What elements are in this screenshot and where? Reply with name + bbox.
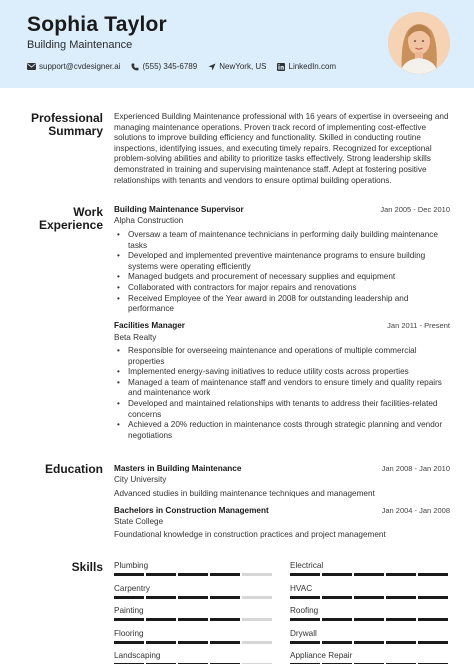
job-bullets bbox=[114, 230, 450, 315]
contact-location bbox=[207, 62, 266, 71]
skill-level-segment bbox=[178, 618, 208, 621]
skill-level-segment bbox=[290, 618, 320, 621]
list-item: • Developed and implemented preventive maintenance programs to ensure building systems were operating efficiently bbox=[114, 251, 450, 272]
skill-level-segment bbox=[146, 596, 176, 599]
skill-level-segment bbox=[210, 641, 240, 644]
skill-item bbox=[114, 584, 274, 599]
skill-label: Painting bbox=[114, 606, 144, 615]
job-header bbox=[114, 321, 450, 330]
contact-linkedin-text: LinkedIn.com bbox=[288, 62, 337, 71]
skill-level-bar bbox=[290, 596, 450, 599]
skill-item bbox=[290, 606, 450, 621]
skill-level-segment bbox=[290, 573, 320, 576]
list-item: • Developed and maintained relationships with tenants to address their facilities-related concerns bbox=[114, 399, 450, 420]
skill-level-segment bbox=[386, 573, 416, 576]
contact-bar bbox=[27, 62, 346, 71]
section-title-experience: Work Experience bbox=[38, 205, 103, 232]
linkedin-icon bbox=[277, 62, 286, 71]
skill-level-segment bbox=[418, 641, 448, 644]
list-item: • Collaborated with contractors for major repairs and renovations bbox=[114, 283, 450, 294]
skill-level-segment bbox=[242, 596, 272, 599]
skill-level-segment bbox=[354, 596, 384, 599]
job-title: Building Maintenance Supervisor bbox=[114, 205, 244, 214]
school-name: State College bbox=[114, 517, 164, 526]
skill-level-segment bbox=[418, 618, 448, 621]
location-icon bbox=[207, 62, 216, 71]
education-description: Advanced studies in building maintenance techniques and management bbox=[114, 489, 375, 498]
list-item: • Implemented energy-saving initiatives to reduce utility costs across properties bbox=[114, 367, 450, 378]
job-bullets bbox=[114, 346, 450, 441]
list-item: • Managed budgets and procurement of necessary supplies and equipment bbox=[114, 272, 450, 283]
skill-level-segment bbox=[322, 573, 352, 576]
skill-label: Carpentry bbox=[114, 583, 150, 593]
skill-level-segment bbox=[178, 641, 208, 644]
job-title: Facilities Manager bbox=[114, 321, 185, 330]
contact-phone[interactable] bbox=[131, 62, 198, 71]
skill-label: HVAC bbox=[290, 583, 313, 593]
job-company: Beta Realty bbox=[114, 333, 157, 342]
skill-level-segment bbox=[418, 596, 448, 599]
skill-level-segment bbox=[386, 618, 416, 621]
skill-item bbox=[290, 561, 450, 576]
skill-item bbox=[114, 651, 274, 664]
skill-level-segment bbox=[210, 573, 240, 576]
education-date: Jan 2004 - Jan 2008 bbox=[381, 506, 450, 515]
skill-item bbox=[114, 606, 274, 621]
school-name: City University bbox=[114, 475, 167, 484]
skill-label: Landscaping bbox=[114, 651, 161, 660]
skill-label: Roofing bbox=[290, 606, 319, 615]
skill-level-segment bbox=[114, 618, 144, 621]
skill-level-segment bbox=[354, 618, 384, 621]
candidate-role: Building Maintenance bbox=[27, 39, 133, 51]
skill-level-segment bbox=[242, 641, 272, 644]
skill-level-segment bbox=[210, 618, 240, 621]
skill-level-segment bbox=[354, 573, 384, 576]
skill-label: Electrical bbox=[290, 561, 324, 570]
skill-level-segment bbox=[322, 618, 352, 621]
skill-level-segment bbox=[114, 573, 144, 576]
skill-level-segment bbox=[178, 573, 208, 576]
education-header bbox=[114, 464, 450, 473]
contact-phone-text: (555) 345-6789 bbox=[142, 62, 198, 71]
skill-level-bar bbox=[114, 596, 274, 599]
skill-level-segment bbox=[210, 596, 240, 599]
education-description: Foundational knowledge in construction practices and project management bbox=[114, 530, 386, 539]
skill-level-bar bbox=[114, 618, 274, 621]
skill-level-segment bbox=[386, 641, 416, 644]
skill-level-segment bbox=[114, 641, 144, 644]
skill-level-bar bbox=[114, 641, 274, 644]
skill-level-segment bbox=[290, 641, 320, 644]
skill-level-segment bbox=[354, 641, 384, 644]
summary-text: Experienced Building Maintenance professional with 16 years of expertise in overseeing and managing maintenance operations. Proven track record of implementing cost-effective solutions to improve building efficiency and functionality. Skilled in conducting routine inspections, identifying issues, and executing timely repairs. Recognized for exceptional problem-solving abilities and ability to prioritize tasks effectively. Strong leadership skills demonstrated in training and supervising maintenance staff. Adept at fostering positive relationships with tenants and vendors to ensure optimal building operations. bbox=[114, 112, 449, 185]
skill-level-bar bbox=[290, 618, 450, 621]
job-company: Alpha Construction bbox=[114, 216, 184, 225]
skill-level-segment bbox=[242, 618, 272, 621]
mail-icon bbox=[27, 62, 36, 71]
job-header bbox=[114, 205, 450, 214]
phone-icon bbox=[131, 62, 140, 71]
contact-email[interactable] bbox=[27, 62, 121, 71]
section-title-summary: Professional Summary bbox=[30, 111, 103, 138]
skill-item bbox=[114, 561, 274, 576]
education-date: Jan 2008 - Jan 2010 bbox=[381, 464, 450, 473]
skill-level-segment bbox=[146, 618, 176, 621]
skill-label: Drywall bbox=[290, 628, 317, 638]
skill-level-segment bbox=[418, 573, 448, 576]
section-title-skills: Skills bbox=[71, 560, 103, 574]
list-item: • Oversaw a team of maintenance technicians in performing daily building maintenance tasks bbox=[114, 230, 450, 251]
skill-level-segment bbox=[146, 641, 176, 644]
list-item: • Achieved a 20% reduction in maintenance costs through strategic planning and vendor negotiations bbox=[114, 420, 450, 441]
skill-item bbox=[114, 629, 274, 644]
skill-item bbox=[290, 651, 450, 664]
profile-photo bbox=[388, 12, 450, 74]
education-header bbox=[114, 506, 450, 515]
list-item: • Received Employee of the Year award in 2008 for outstanding leadership and performance bbox=[114, 294, 450, 315]
skill-level-segment bbox=[386, 596, 416, 599]
skill-level-bar bbox=[290, 641, 450, 644]
section-title-education: Education bbox=[44, 462, 103, 476]
skill-level-segment bbox=[178, 596, 208, 599]
list-item: • Responsible for overseeing maintenance and operations of multiple commercial properties bbox=[114, 346, 450, 367]
skill-level-segment bbox=[114, 596, 144, 599]
contact-location-text: NewYork, US bbox=[219, 62, 267, 71]
list-item: • Managed a team of maintenance staff and vendors to ensure timely and quality repairs and maintenance work bbox=[114, 378, 450, 399]
skill-level-segment bbox=[322, 596, 352, 599]
degree-title: Bachelors in Construction Management bbox=[114, 506, 269, 515]
skill-level-segment bbox=[242, 573, 272, 576]
skill-level-segment bbox=[146, 573, 176, 576]
skill-label: Appliance Repair bbox=[290, 651, 353, 660]
skill-level-segment bbox=[290, 596, 320, 599]
contact-email-text: support@cvdesigner.ai bbox=[39, 62, 121, 71]
candidate-name: Sophia Taylor bbox=[27, 13, 167, 36]
resume-header bbox=[0, 0, 474, 88]
contact-linkedin[interactable] bbox=[277, 62, 337, 71]
skill-label: Flooring bbox=[114, 628, 144, 638]
job-date: Jan 2011 - Present bbox=[387, 321, 450, 330]
skill-level-bar bbox=[114, 573, 274, 576]
skill-item bbox=[290, 584, 450, 599]
skill-level-bar bbox=[290, 573, 450, 576]
job-date: Jan 2005 - Dec 2010 bbox=[380, 205, 450, 214]
skill-level-segment bbox=[322, 641, 352, 644]
skill-label: Plumbing bbox=[114, 561, 149, 570]
degree-title: Masters in Building Maintenance bbox=[114, 464, 242, 473]
skill-item bbox=[290, 629, 450, 644]
